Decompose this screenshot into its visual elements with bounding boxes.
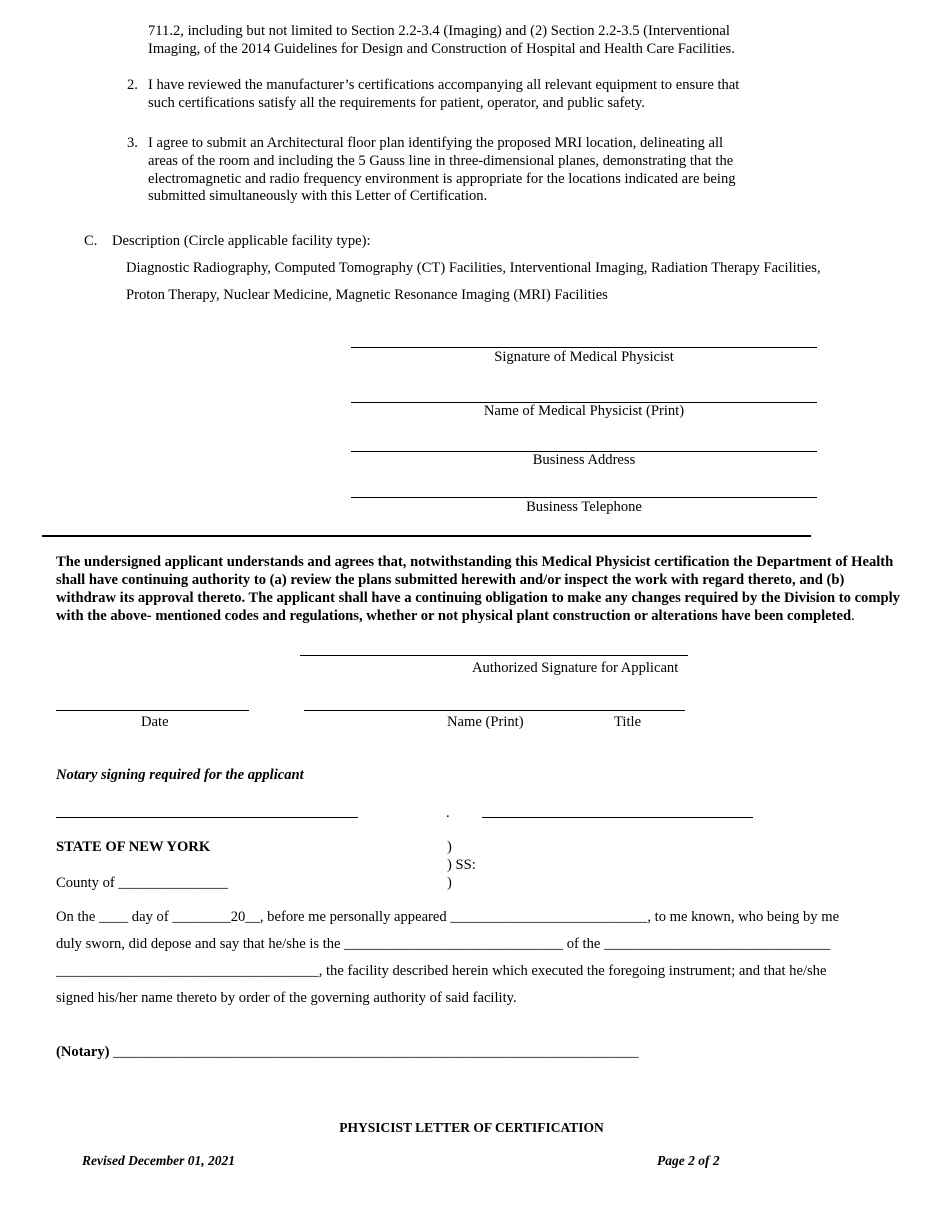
item-3-line-1: I agree to submit an Architectural floor plan identifying the proposed MRI location, delineating all [148,135,724,151]
title-label: Title [614,714,642,730]
business-address-label: Business Address [532,452,636,468]
name-title-line[interactable] [304,710,685,711]
item-2-line-1: I have reviewed the manufacturer’s certifications accompanying all relevant equipment to ensure that [148,77,740,93]
notary-dot: . [446,805,450,821]
physicist-signature-line[interactable] [351,347,817,348]
applicant-statement-end: . [851,608,855,624]
notary-blank-line-right[interactable] [482,817,753,818]
paren-3: ) [447,875,452,891]
item-3-line-4: submitted simultaneously with this Letter of Certification. [148,188,488,204]
footer-page-number: Page 2 of 2 [657,1153,720,1168]
county-field[interactable]: County of _______________ [56,875,228,891]
section-divider [42,535,811,537]
item-2-number: 2. [127,77,138,93]
item-2-line-2: such certifications satisfy all the requirements for patient, operator, and public safety. [148,95,645,111]
notary-body-line-2[interactable]: duly sworn, did depose and say that he/she is the ______________________________ of the _______________________________ [56,936,831,952]
date-label: Date [141,714,169,730]
footer-revised-date: Revised December 01, 2021 [82,1153,235,1168]
facility-types-line-2[interactable]: Proton Therapy, Nuclear Medicine, Magnetic Resonance Imaging (MRI) Facilities [126,287,608,303]
item-3-line-3: electromagnetic and radio frequency environment is appropriate for the locations indicated are being [148,171,736,187]
date-line[interactable] [56,710,249,711]
notary-signature-line[interactable]: ________________________________________________________________________ [113,1044,639,1060]
name-print-label: Name (Print) [447,714,524,730]
footer-title: PHYSICIST LETTER OF CERTIFICATION [339,1120,604,1135]
paren-1: ) [447,839,452,855]
notary-label: (Notary) [56,1044,110,1060]
physicist-name-label: Name of Medical Physicist (Print) [483,403,685,419]
applicant-signature-line[interactable] [300,655,688,656]
notary-heading: Notary signing required for the applicant [56,767,304,783]
intro-cont-line-1: 711.2, including but not limited to Section 2.2-3.4 (Imaging) and (2) Section 2.2-3.5 (Interventional [148,23,730,39]
applicant-signature-label: Authorized Signature for Applicant [472,660,679,676]
ss-label: ) SS: [447,857,476,873]
business-telephone-line[interactable] [351,497,817,498]
notary-body-line-1[interactable]: On the ____ day of ________20__, before me personally appeared ___________________________, to me known, who being by me [56,909,840,925]
applicant-statement-bold: The undersigned applicant understands and agrees that, notwithstanding this Medical Physicist certification the Department of Health shall have continuing authority to (a) review the plans submitted herewith and/or inspect the work with regard thereto, and (b) withdraw its approval thereto. The applicant shall have a continuing obligation to make any changes required by the Division to comply with the above- mentioned codes and regulations, whether or not physical plant construction or alterations have been completed [56,554,900,624]
state-label: STATE OF NEW YORK [56,839,211,855]
notary-body-line-3[interactable]: ____________________________________, the facility described herein which executed the foregoing instrument; and that he/she [56,963,827,979]
applicant-statement [56,553,901,625]
item-3-number: 3. [127,135,138,151]
item-3-line-2: areas of the room and including the 5 Gauss line in three-dimensional planes, demonstrating that the [148,153,734,169]
section-c-heading: Description (Circle applicable facility type): [112,233,371,249]
notary-body-line-4: signed his/her name thereto by order of the governing authority of said facility. [56,990,517,1006]
section-c-letter: C. [84,233,98,249]
business-telephone-label: Business Telephone [526,499,642,515]
physicist-signature-label: Signature of Medical Physicist [494,349,674,365]
notary-blank-line-left[interactable] [56,817,358,818]
intro-cont-line-2: Imaging, of the 2014 Guidelines for Design and Construction of Hospital and Health Care Facilities. [148,41,735,57]
facility-types-line-1[interactable]: Diagnostic Radiography, Computed Tomography (CT) Facilities, Interventional Imaging, Radiation Therapy Facilities, [126,260,821,276]
notary-signature-row[interactable] [56,1044,639,1061]
